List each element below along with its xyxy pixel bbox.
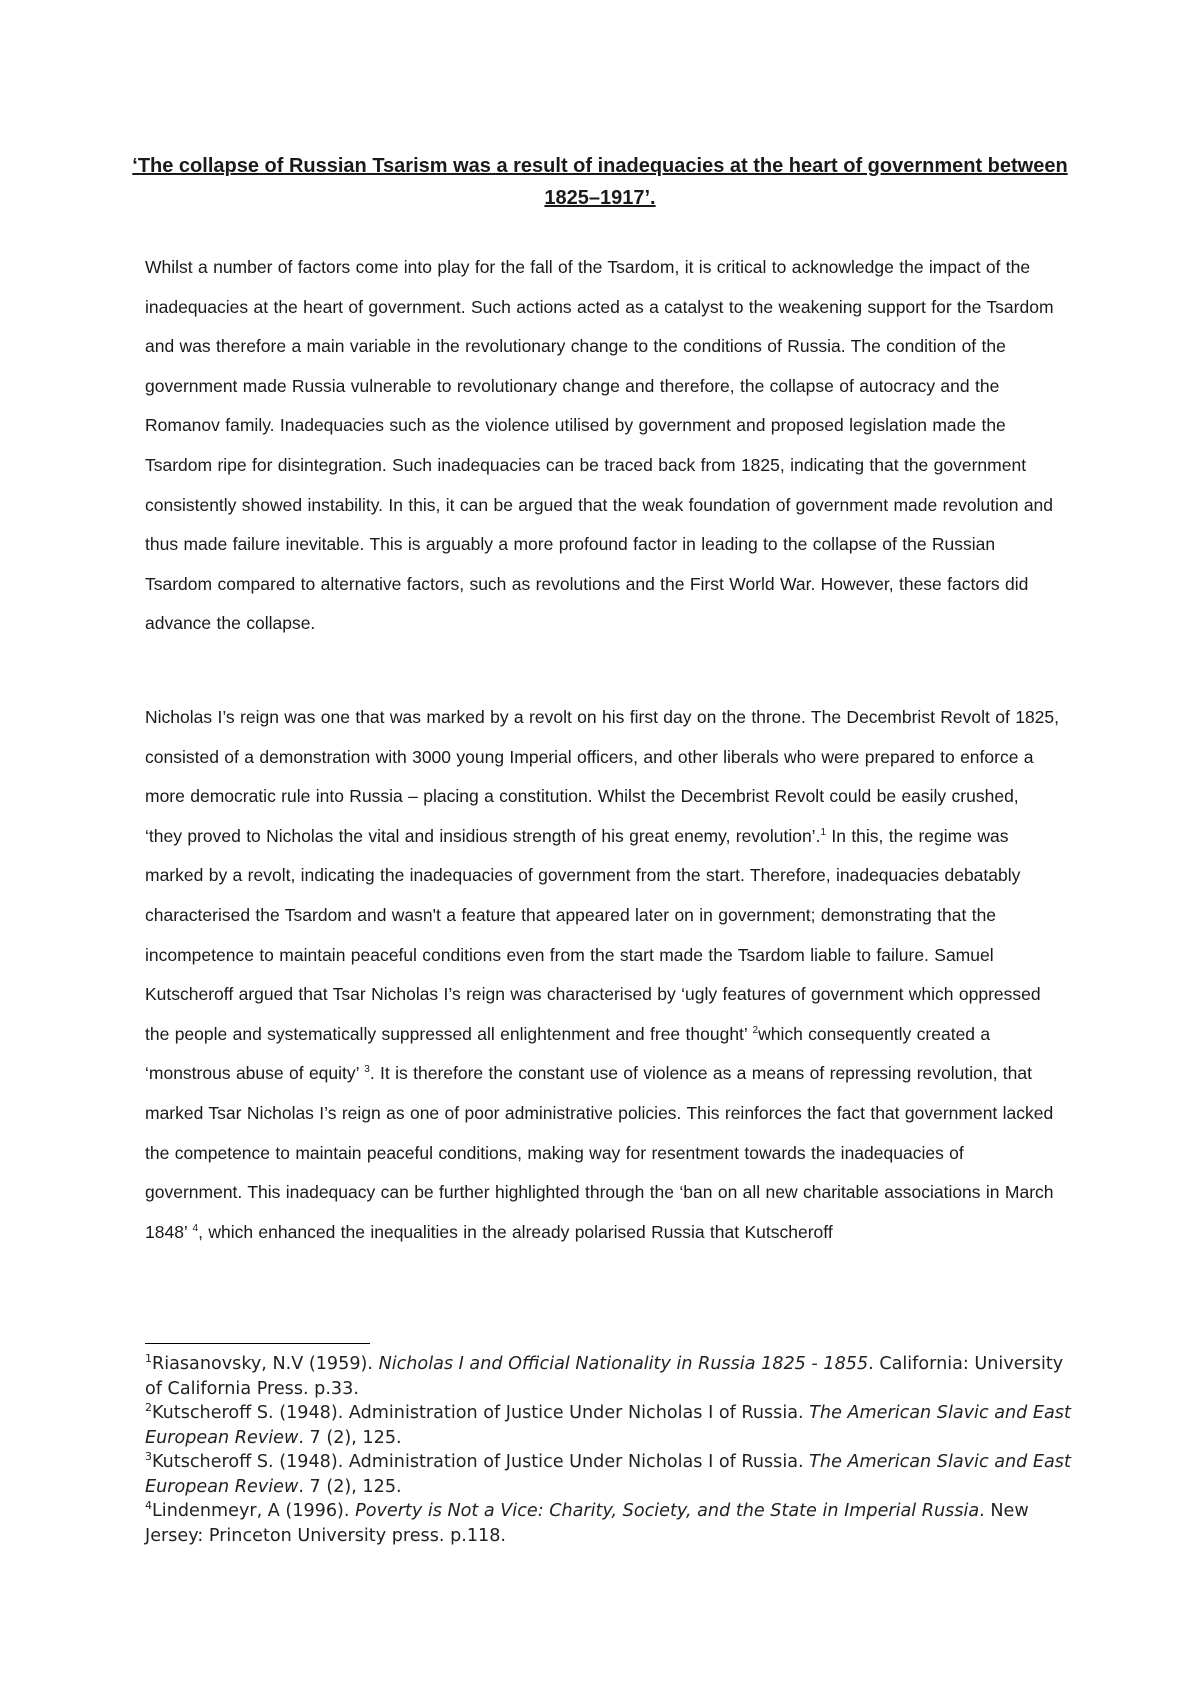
- footnotes: [145, 1352, 1075, 1548]
- footnote-text: . California: University of California Press. p.33.: [145, 1354, 1064, 1399]
- paragraph-text: Nicholas I’s reign was one that was marked by a revolt on his first day on the throne. The Decembrist Revolt of 1825, consisted of a demonstration with 3000 young Imperial officers, and other liberals who were prepared to enforce a more democratic rule into Russia – placing a constitution. Whilst the Decembrist Revolt could be easily crushed, ‘they proved to Nicholas the vital and insidious strength of his great enemy, revolution’.: [145, 707, 1060, 846]
- footnote-3: [145, 1450, 1075, 1499]
- footnote-ref-4[interactable]: 4: [192, 1222, 199, 1234]
- footnote-source-title: The American Slavic and East European Review: [145, 1403, 1071, 1448]
- paragraph-nicholas-i: [145, 698, 1060, 1252]
- paragraph-text: , which enhanced the inequalities in the already polarised Russia that Kutscheroff: [198, 1221, 833, 1242]
- footnote-text: . 7 (2), 125.: [298, 1476, 402, 1497]
- footnote-text: Lindenmeyr, A (1996).: [152, 1501, 356, 1521]
- essay-title: ‘The collapse of Russian Tsarism was a result of inadequacies at the heart of government between 1825–1917’.: [132, 155, 1068, 209]
- footnote-text: Riasanovsky, N.V (1959).: [152, 1354, 379, 1374]
- footnote-text: . New Jersey: Princeton University press. p.118.: [145, 1501, 1029, 1546]
- footnote-ref-2[interactable]: 2: [752, 1024, 759, 1036]
- footnote-mark: 4: [145, 1499, 152, 1513]
- footnote-mark: 3: [145, 1450, 152, 1464]
- footnote-mark: 1: [145, 1352, 152, 1366]
- paragraph-intro: Whilst a number of factors come into play for the fall of the Tsardom, it is critical to acknowledge the impact of the inadequacies at the heart of government. Such actions acted as a catalyst to the weakening support for the Tsardom and was therefore a main variable in the revolutionary change to the conditions of Russia. The condition of the government made Russia vulnerable to revolutionary change and therefore, the collapse of autocracy and the Romanov family. Inadequacies such as the violence utilised by government and proposed legislation made the Tsardom ripe for disintegration. Such inadequacies can be traced back from 1825, indicating that the government consistently showed instability. In this, it can be argued that the weak foundation of government made revolution and thus made failure inevitable. This is arguably a more profound factor in leading to the collapse of the Russian Tsardom compared to alternative factors, such as revolutions and the First World War. However, these factors did advance the collapse.: [145, 257, 1054, 634]
- paragraph-text: which consequently created a ‘monstrous abuse of equity’: [145, 1023, 991, 1084]
- footnote-ref-3[interactable]: 3: [364, 1064, 370, 1076]
- footnote-text: Kutscheroff S. (1948). Administration of Justice Under Nicholas I of Russia.: [152, 1452, 810, 1472]
- footnote-source-title: Nicholas I and Official Nationality in Russia 1825 - 1855: [378, 1354, 869, 1374]
- footnote-2: [145, 1401, 1075, 1450]
- footnote-source-title: The American Slavic and East European Review: [145, 1452, 1071, 1497]
- paragraph-text: In this, the regime was marked by a revolt, indicating the inadequacies of government from the start. Therefore, inadequacies debatably characterised the Tsardom and wasn't a feature that appeared later on in government; demonstrating that the incompetence to maintain peaceful conditions even from the start made the Tsardom liable to failure. Samuel Kutscheroff argued that Tsar Nicholas I’s reign was characterised by ‘ugly features of government which oppressed the people and systematically suppressed all enlightenment and free thought’: [145, 825, 1041, 1044]
- footnote-ref-1[interactable]: 1: [820, 826, 826, 838]
- footnote-source-title: Poverty is Not a Vice: Charity, Society, and the State in Imperial Russia: [355, 1501, 980, 1521]
- footnote-text: . 7 (2), 125.: [298, 1427, 402, 1448]
- footnote-mark: 2: [145, 1401, 152, 1415]
- paragraph-text: . It is therefore the constant use of violence as a means of repressing revolution, that marked Tsar Nicholas I’s reign as one of poor administrative policies. This reinforces the fact that government lacked the competence to maintain peaceful conditions, making way for resentment towards the inadequacies of government. This inadequacy can be further highlighted through the ‘ban on all new charitable associations in March 1848’: [145, 1063, 1054, 1242]
- footnote-text: Kutscheroff S. (1948). Administration of Justice Under Nicholas I of Russia.: [152, 1403, 810, 1423]
- footnote-4: [145, 1499, 1075, 1548]
- footnote-1: [145, 1352, 1075, 1401]
- footnote-separator: [145, 1343, 370, 1344]
